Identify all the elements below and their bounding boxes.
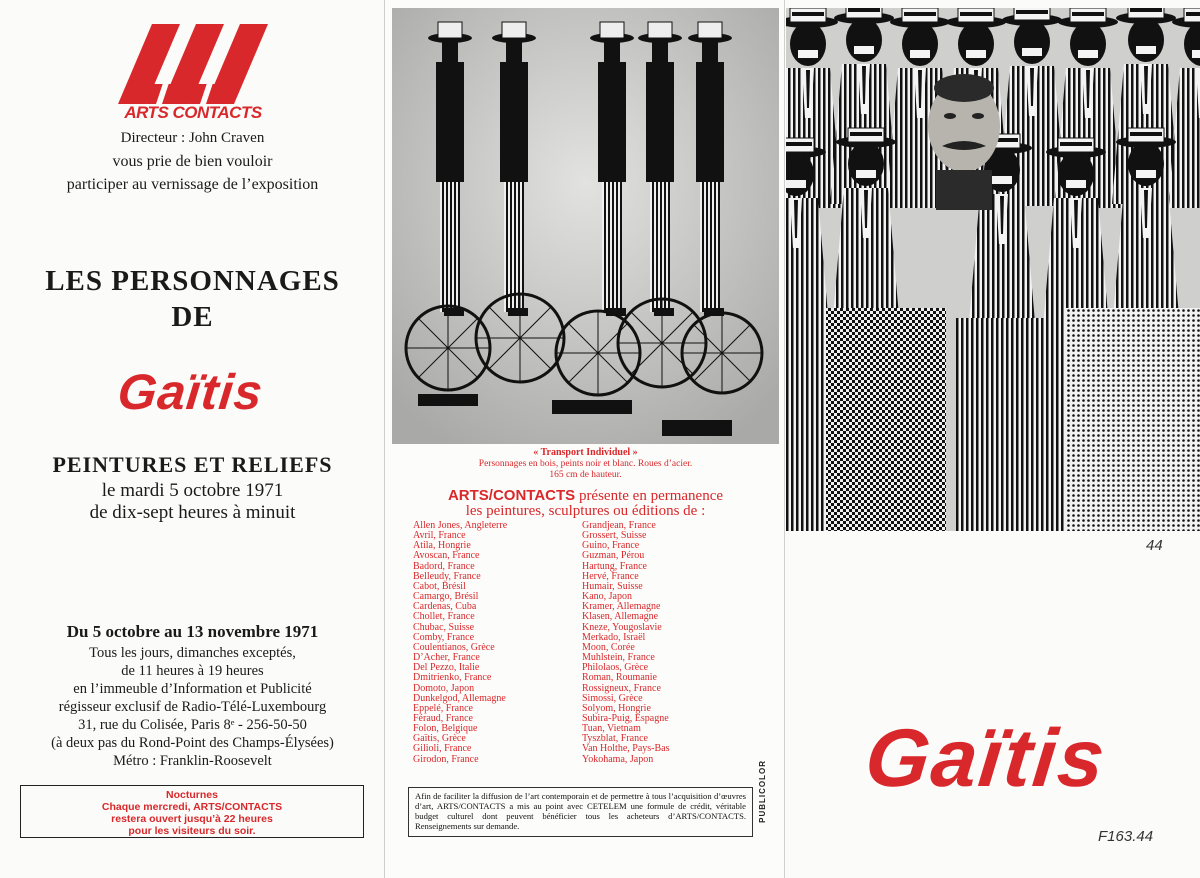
exhibition-title-line-2: DE: [171, 301, 214, 333]
exhibition-subtitle: PEINTURES ET RELIEFS: [52, 452, 333, 477]
artist-entry: Badord, France: [413, 560, 475, 572]
photo-caption-line-1: Personnages en bois, peints noir et blanc. Roues d’acier.: [478, 459, 693, 469]
exhibition-title-line-1: LES PERSONNAGES: [45, 265, 340, 297]
artist-entry: Kramer, Allemagne: [582, 601, 661, 613]
info-line: Métro : Franklin-Roosevelt: [113, 753, 272, 769]
nocturnes-line: pour les visiteurs du soir.: [128, 825, 256, 837]
nocturnes-heading: Nocturnes: [166, 789, 218, 801]
info-line: en l’immeuble d’Information et Publicité: [73, 681, 312, 697]
artist-entry: Rossigneux, France: [582, 682, 661, 694]
invite-line-2: participer au vernissage de l’exposition: [66, 176, 319, 193]
invitation-panel: [0, 0, 385, 878]
artist-entry: Simossi, Grèce: [582, 692, 643, 704]
photo-caption-line-2: 165 cm de hauteur.: [549, 470, 622, 480]
artist-list-right: [582, 521, 670, 765]
artist-entry: Guino, France: [582, 540, 640, 552]
artist-entry: Girodon, France: [413, 753, 479, 765]
cover-artist-signature: Gaïtis: [861, 713, 1111, 804]
artist-entry: Humair, Suisse: [582, 580, 643, 592]
artist-entry: Van Holthe, Pays-Bas: [582, 743, 670, 755]
info-line: Tous les jours, dimanches exceptés,: [89, 645, 296, 661]
artist-entry: Hervé, France: [582, 570, 639, 582]
artist-entry: Folon, Belgique: [413, 723, 478, 735]
artist-entry: Avril, France: [413, 530, 466, 542]
artist-entry: Chubac, Suisse: [413, 621, 475, 633]
info-line: 31, rue du Colisée, Paris 8ᵉ - 256-50-50: [78, 717, 307, 733]
artist-entry: Coulentianos, Grèce: [413, 641, 495, 653]
artist-entry: Atila, Hongrie: [413, 540, 471, 552]
archive-reference: F163.44: [1098, 828, 1154, 845]
artist-entry: Dmitrienko, France: [413, 672, 492, 684]
financing-note: Afin de faciliter la diffusion de l’art contemporain et de permettre à tous l’acquisition d’œuvres d’art, ARTS/CONTACTS a mis au point avec CETELEM une formule de crédit, véritable budget culturel dont peuvent bénéficier tous les acheteurs d’ARTS/CONTACTS. Renseignements sur demande.: [408, 787, 753, 837]
info-line: régisseur exclusif de Radio-Télé-Luxembourg: [58, 699, 327, 715]
artist-entry: Moon, Corée: [582, 641, 635, 653]
artist-entry: Klasen, Allemagne: [582, 611, 659, 623]
presents-brand: ARTS/CONTACTS: [447, 487, 576, 504]
cover-panel: [786, 0, 1200, 878]
artist-entry: Solyom, Hongrie: [582, 702, 651, 714]
artist-entry: Allen Jones, Angleterre: [413, 520, 508, 531]
artist-entry: Cardenas, Cuba: [413, 601, 477, 613]
exhibition-period: Du 5 octobre au 13 novembre 1971: [66, 622, 319, 641]
artist-entry: Grandjean, France: [582, 520, 656, 531]
nocturnes-line: restera ouvert jusqu’à 22 heures: [111, 813, 273, 825]
artist-entry: Merkado, Israël: [582, 631, 646, 643]
artist-entry: Tyszblat, France: [582, 733, 648, 745]
artist-entry: Gaïtis, Grèce: [413, 733, 466, 745]
artist-entry: Avoscan, France: [413, 550, 480, 562]
artist-entry: Hartung, France: [582, 560, 647, 572]
artist-face: [928, 74, 1000, 210]
sculpture-photo: [392, 8, 779, 444]
presents-text: présente en permanence: [575, 488, 724, 504]
presents-line-2: les peintures, sculptures ou éditions de :: [465, 503, 706, 519]
arts-contacts-logo-mark: [118, 24, 268, 104]
opening-hours: de dix-sept heures à minuit: [89, 502, 296, 523]
artist-entry: Dunkelgod, Allemagne: [413, 692, 506, 704]
artist-entry: Comby, France: [413, 631, 475, 643]
artist-signature: Gaïtis: [115, 364, 266, 420]
invite-line-1: vous prie de bien vouloir: [112, 153, 273, 170]
info-line: de 11 heures à 19 heures: [121, 663, 264, 679]
artist-entry: Philolaos, Grèce: [582, 662, 649, 674]
nocturnes-line: Chaque mercredi, ARTS/CONTACTS: [101, 801, 283, 813]
artist-entry: Cabot, Brésil: [413, 580, 466, 592]
nocturnes-box: [20, 785, 364, 838]
artist-entry: Féraud, France: [413, 712, 473, 724]
artists-panel: [386, 0, 785, 878]
artist-entry: Belleudy, France: [413, 570, 481, 582]
artist-entry: D’Acher, France: [413, 652, 480, 664]
artist-entry: Camargo, Brésil: [413, 591, 479, 603]
artist-entry: Roman, Roumanie: [582, 672, 657, 684]
opening-date: le mardi 5 octobre 1971: [101, 480, 284, 501]
artist-entry: Eppelé, France: [413, 702, 473, 714]
director-line: Directeur : John Craven: [120, 130, 265, 146]
artist-entry: Kano, Japon: [582, 591, 632, 603]
artist-entry: Del Pezzo, Italie: [413, 662, 480, 674]
printer-credit: PUBLICOLOR: [758, 760, 767, 823]
info-line: (à deux pas du Rond-Point des Champs-Élysées): [51, 735, 334, 751]
artist-entry: Kneze, Yougoslavie: [582, 621, 662, 633]
artist-entry: Tuan, Vietnam: [582, 723, 641, 735]
artist-entry: Yokohama, Japon: [582, 753, 654, 765]
artist-portrait-photo: [786, 8, 1200, 531]
artist-entry: Gilioli, France: [413, 743, 472, 755]
artist-entry: Subira-Puig, Espagne: [582, 712, 669, 724]
artist-entry: Domoto, Japon: [413, 682, 475, 694]
artist-entry: Muhlstein, France: [582, 652, 655, 664]
page-number-annotation: 44: [1146, 537, 1163, 554]
artist-list-left: [413, 521, 507, 765]
photo-caption-title: « Transport Individuel »: [533, 447, 638, 458]
artist-entry: Grossert, Suisse: [582, 530, 647, 542]
logo-wordmark: ARTS CONTACTS: [124, 103, 262, 122]
artist-entry: Guzman, Pérou: [582, 550, 645, 562]
artist-entry: Chollet, France: [413, 611, 475, 623]
